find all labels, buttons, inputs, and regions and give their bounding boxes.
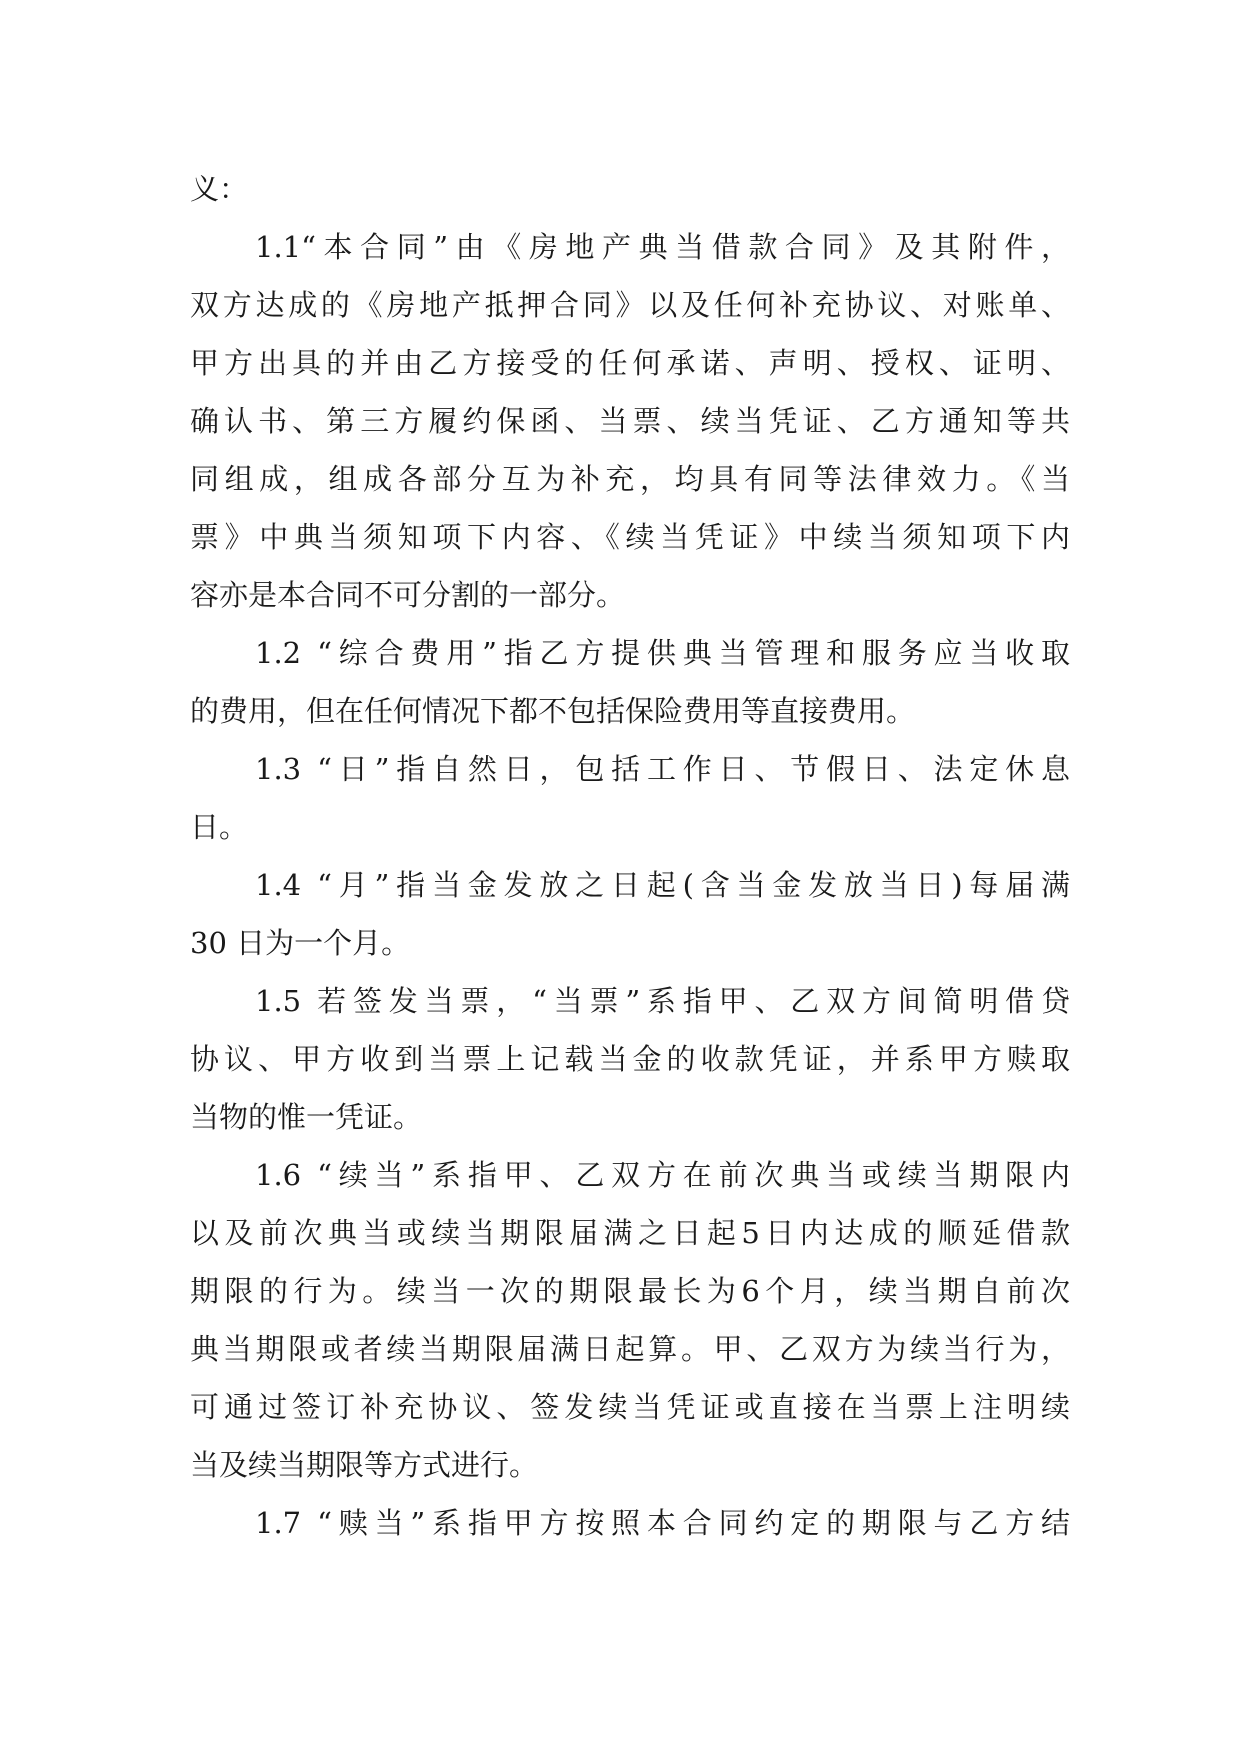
text-line-9: 1.2 “综合费用”指乙方提供典当管理和服务应当收取 [255,636,1070,670]
text-line-20: 期限的行为。续当一次的期限最长为6个月，续当期自前次 [190,1274,1070,1308]
text-line-2: 1.1“本合同”由《房地产典当借款合同》及其附件， [255,230,1070,264]
text-line-18: 1.6 “续当”系指甲、乙双方在前次典当或续当期限内 [255,1158,1070,1192]
text-line-3: 双方达成的《房地产抵押合同》以及任何补充协议、对账单、 [190,288,1070,322]
text-line-4: 甲方出具的并由乙方接受的任何承诺、声明、授权、证明、 [190,346,1070,380]
text-line-1: 义： [190,172,249,206]
text-line-21: 典当期限或者续当期限届满日起算。甲、乙双方为续当行为， [190,1332,1070,1366]
text-line-8: 容亦是本合同不可分割的一部分。 [190,578,626,612]
text-line-19: 以及前次典当或续当期限届满之日起5日内达成的顺延借款 [190,1216,1070,1250]
text-line-13: 1.4 “月”指当金发放之日起(含当金发放当日)每届满 [255,868,1070,902]
text-line-22: 可通过签订补充协议、签发续当凭证或直接在当票上注明续 [190,1390,1070,1424]
text-line-23: 当及续当期限等方式进行。 [190,1448,539,1482]
text-line-6: 同组成，组成各部分互为补充，均具有同等法律效力。《当 [190,462,1070,496]
text-line-11: 1.3 “日”指自然日，包括工作日、节假日、法定休息 [255,752,1070,786]
text-line-17: 当物的惟一凭证。 [190,1100,423,1134]
text-line-12: 日。 [190,810,249,844]
text-line-15: 1.5 若签发当票，“当票”系指甲、乙双方间简明借贷 [255,984,1070,1018]
text-line-10: 的费用，但在任何情况下都不包括保险费用等直接费用。 [190,694,916,728]
text-line-7: 票》中典当须知项下内容、《续当凭证》中续当须知项下内 [190,520,1070,554]
text-line-16: 协议、甲方收到当票上记载当金的收款凭证，并系甲方赎取 [190,1042,1070,1076]
text-line-5: 确认书、第三方履约保函、当票、续当凭证、乙方通知等共 [190,404,1070,438]
text-line-24: 1.7 “赎当”系指甲方按照本合同约定的期限与乙方结 [255,1506,1070,1540]
text-line-14: 30 日为一个月。 [190,926,411,960]
